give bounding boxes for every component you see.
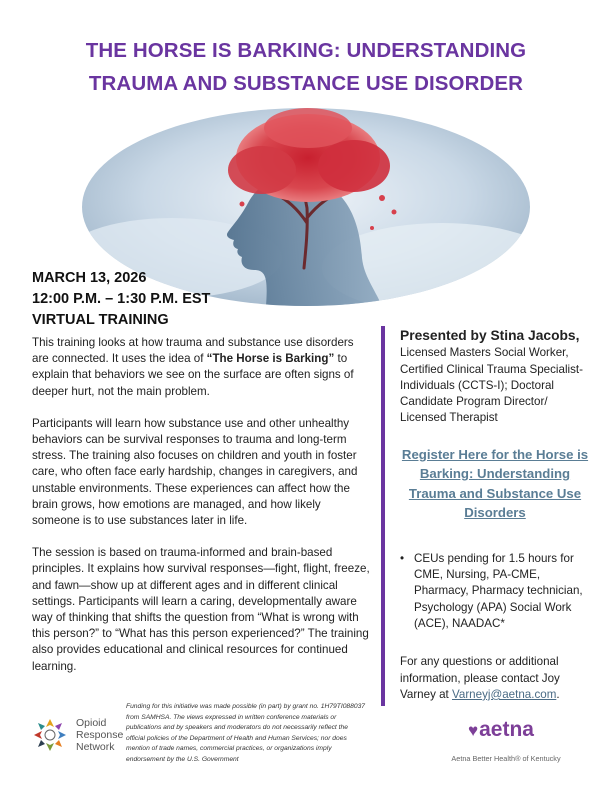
aetna-logo (468, 718, 534, 742)
funding-disclaimer: Funding for this initiative was made possible (in part) by grant no. 1H79TI088037 from SAMHSA. The views expressed in written conference materials or publications and by speakers and moderators do not necessarily reflect the official policies of the Department of Health and Human Services; nor does mention of trade names, commercial practices, or organizations imply endorsement by the U.S. Government (126, 703, 366, 763)
title-line-1: THE HORSE IS BARKING: UNDERSTANDING (85, 39, 527, 62)
description-paragraph-1 (32, 335, 370, 400)
contact-period: . (556, 687, 560, 701)
orn-line-1: Opioid (76, 717, 107, 729)
aetna-heart-icon: ♥ (468, 721, 479, 740)
bullet-icon: • (400, 551, 405, 565)
presenter-block (400, 326, 590, 427)
event-time: 12:00 P.M. – 1:30 P.M. EST (32, 291, 211, 307)
presenter-comma: , (575, 328, 580, 343)
page-title (30, 34, 582, 100)
p1-bold-phrase: “The Horse is Barking” (206, 352, 335, 366)
event-date: MARCH 13, 2026 (32, 270, 147, 286)
ceu-list-item (400, 551, 590, 632)
orn-line-3: Network (76, 741, 115, 753)
vertical-divider (381, 326, 385, 706)
description-paragraph-2: Participants will learn how substance use and other unhealthy behaviors can be survival responses to trauma and long-term stress. The training also focuses on children and youth in foster care, who often face early hardship, changes in caregivers, and unstable environments. These experiences can affect how the brain grows, how emotions are managed, and how likely someone is to use substances later in life. (32, 416, 358, 528)
aetna-subtitle: Aetna Better Health® of Kentucky (451, 754, 561, 763)
contact-info (400, 654, 590, 703)
title-line-2: TRAUMA AND SUBSTANCE USE DISORDER (88, 72, 524, 95)
contact-text: For any questions or additional information, please contact Joy Varney at (400, 655, 560, 701)
opioid-response-network-logo (30, 712, 130, 758)
register-link[interactable]: Register Here for the Horse is Barking: Understanding Trauma and Substance Use Disorders (401, 446, 589, 521)
orn-wordmark (76, 717, 123, 753)
presenter-name: Presented by Stina Jacobs (400, 328, 576, 343)
orn-line-2: Response (76, 729, 124, 741)
ceu-text: CEUs pending for 1.5 hours for CME, Nursing, PA-CME, Pharmacy, Pharmacy technician, Psychology (APA) Social Work (ACE), NAADAC* (414, 551, 583, 630)
orn-compass-icon (30, 715, 70, 755)
event-info (32, 268, 332, 331)
description (32, 335, 370, 675)
event-format: VIRTUAL TRAINING (32, 312, 169, 328)
description-paragraph-3: The session is based on trauma-informed and brain-based principles. It explains how survival responses—fight, flight, freeze, and fawn—show up at different ages and in different clinical settings. Participants will learn a caring, developmentally aware way of thinking that shifts the question from “What is wrong with this person?” to “What has this person experienced?” The training also provides educational and clinical resources for continued learning. (32, 546, 370, 673)
presenter-credentials: Licensed Masters Social Worker, Certified Clinical Trauma Specialist-Individuals (CCTS-I); Doctoral Candidate Program Director/ Licensed Therapist (400, 346, 583, 425)
contact-email-link[interactable]: Varneyj@aetna.com (452, 687, 557, 701)
p1-text-end: to explain that behaviors we see on the surface are often signs of deeper hurt, not the main problem. (32, 352, 354, 398)
aetna-wordmark: aetna (479, 718, 534, 741)
sidebar (400, 326, 590, 703)
p1-text-start: This training looks at how trauma and substance use disorders are connected. It uses the idea of (32, 336, 354, 366)
